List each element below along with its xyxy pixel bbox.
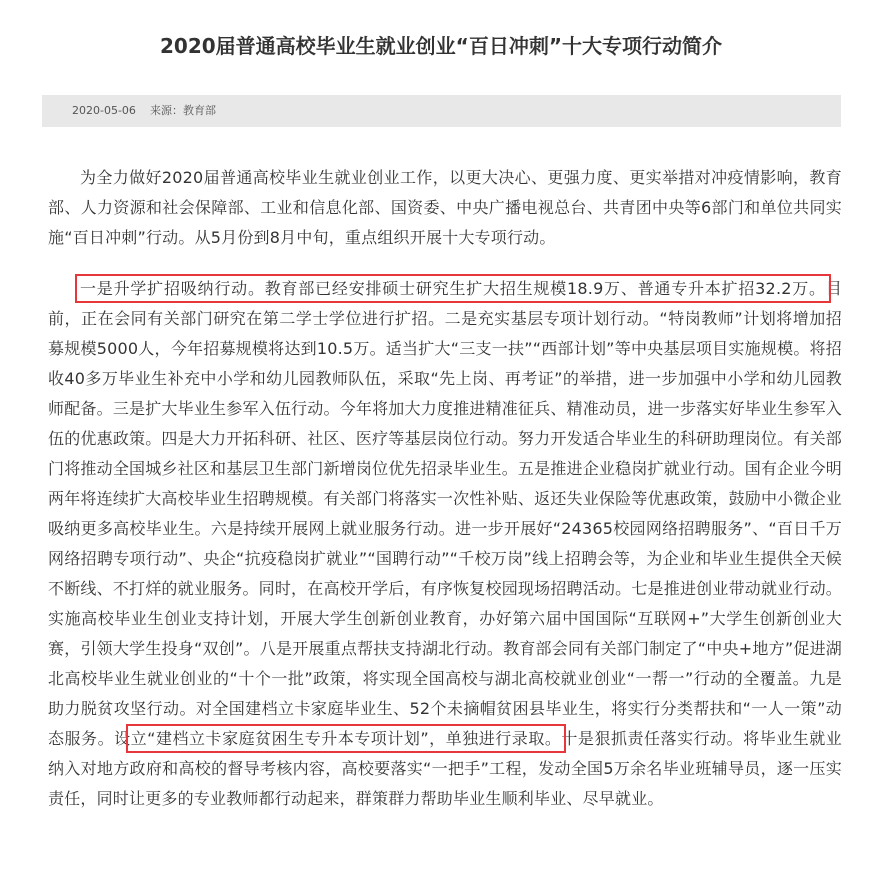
highlighted-text-1: 一是升学扩招吸纳行动。教育部已经安排硕士研究生扩大招生规模18.9万、普通专升本扩招32.2万。	[80, 279, 826, 298]
body-text: 目前，正在会同有关部门研究在第二学士学位进行扩招。二是充实基层专项计划行动。“特岗教师”计划将增加招募规模5000人，今年招募规模将达到10.5万。适当扩大“三支一扶”“西部计划”等中央基层项目实施规模。将招收40多万毕业生补充中小学和幼儿园教师队伍，采取“先上岗、再考证”的举措，进一步加强中小学和幼儿园教师配备。三是扩大毕业生参军入伍行动。今年将加大力度推进精准征兵、精准动员，进一步落实好毕业生参军入伍的优惠政策。四是大力开拓科研、社区、医疗等基层岗位行动。努力开发适合毕业生的科研助理岗位。有关部门将推动全国城乡社区和基层卫生部门新增岗位优先招录毕业生。五是推进企业稳岗扩就业行动。国有企业今明两年将连续扩大高校毕业生招聘规模。有关部门将落实一次性补贴、返还失业保险等优惠政策，鼓励中小微企业吸纳更多高校毕业生。六是持续开展网上就业服务行动。进一步开展好“24365校园网络招聘服务”、“百日千万网络招聘专项行动”、央企“抗疫稳岗扩就业”“国聘行动”“千校万岗”线上招聘会等，为企业和毕业生提供全天候不断线、不打烊的就业服务。同时，在高校开学后，有序恢复校园现场招聘活动。七是推进创业带动就业行动。实施高校毕业生创业支持计划，开展大学生创新创业教育，办好第六届中国国际“互联网+”大学生创新创业大赛，引领大学生投身“双创”。八是开展重点帮扶支持湖北行动。教育部会同有关部门制定了“中央+地方”促进湖北高校毕业生就业创业的“十个一批”政策，将实现全国高校与湖北高校就业创业“一帮一”行动的全覆盖。九是助力脱贫攻坚行动。对全国建档立卡家庭毕业生、52个未摘帽贫困县毕业生，将实行分类帮扶和“一人一策”动态服务。设	[48, 279, 842, 748]
article-source: 来源：教育部	[150, 104, 216, 117]
page-title: 2020届普通高校毕业生就业创业“百日冲刺”十大专项行动简介	[160, 34, 722, 58]
body-text-end: 十是狠抓责任落实行动。将毕业生就业纳入对地方政府和高校的督导考核内容，高校要落实“一把手”工程，发动全国5万余名毕业班辅导员，逐一压实责任，同时让更多的专业教师都行动起来，群策群力帮助毕业生顺利毕业、尽早就业。	[48, 729, 842, 808]
highlighted-text-2: 立“建档立卡家庭贫困生专升本专项计划”，单独进行录取。	[130, 729, 562, 748]
intro-paragraph: 为全力做好2020届普通高校毕业生就业创业工作，以更大决心、更强力度、更实举措对冲疫情影响，教育部、人力资源和社会保障部、工业和信息化部、国资委、中央广播电视总台、共青团中央等6部门和单位共同实施“百日冲刺”行动。从5月份到8月中旬，重点组织开展十大专项行动。	[48, 168, 842, 247]
actions-paragraph	[48, 274, 842, 814]
article-meta-bar	[42, 95, 841, 127]
publish-date: 2020-05-06	[72, 104, 136, 117]
article-body	[48, 163, 842, 835]
